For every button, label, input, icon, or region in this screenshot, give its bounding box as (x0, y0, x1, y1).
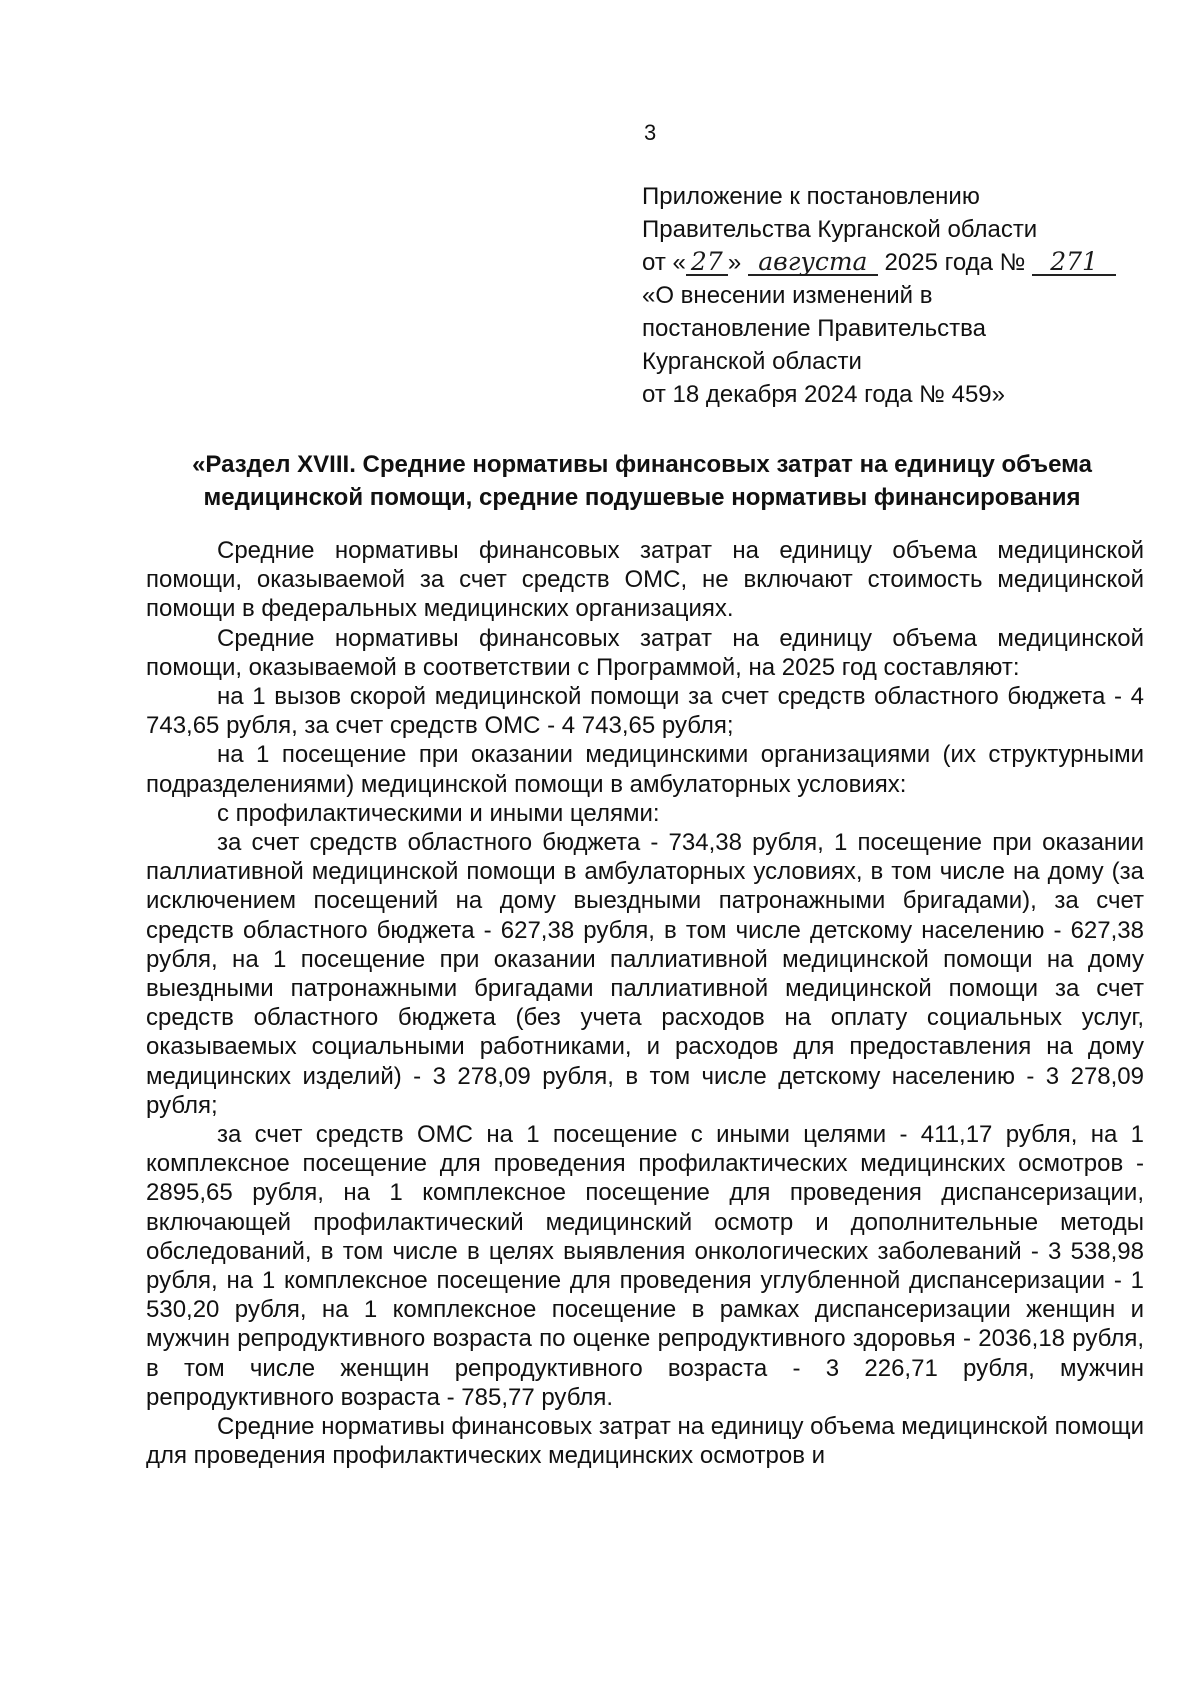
date-prefix: от « (642, 249, 686, 276)
appendix-header (642, 180, 1122, 411)
paragraph: с профилактическими и иными целями: (217, 799, 660, 827)
appendix-line-4: «О внесении изменений в (642, 282, 933, 309)
appendix-line-6: Курганской области (642, 348, 862, 375)
handwritten-day: 27 (686, 250, 728, 276)
handwritten-month: августа (748, 250, 878, 276)
paragraph: на 1 вызов скорой медицинской помощи за счет средств областного бюджета - 4 743,65 рубля, за счет средств ОМС - 4 743,65 рубля; (146, 683, 1144, 740)
paragraph: за счет средств ОМС на 1 посещение с иными целями - 411,17 рубля, на 1 комплексное посещение для проведения профилактических медицинских осмотров - 2895,65 рубля, на 1 комплексное посещение для проведения диспансеризации, включающей профилактический медицинский осмотр и дополнительные методы обследований, в том числе в целях выявления онкологических заболеваний - 3 538,98 рубля, на 1 комплексное посещение для проведения углубленной диспансеризации - 1 530,20 рубля, на 1 комплексное посещение в рамках диспансеризации женщин и мужчин репродуктивного возраста по оценке репродуктивного здоровья - 2036,18 рубля, в том числе женщин репродуктивного возраста - 3 226,71 рубля, мужчин репродуктивного возраста - 785,77 рубля. (146, 1121, 1144, 1411)
body-text (146, 536, 1144, 1471)
paragraph: на 1 посещение при оказании медицинскими организациями (их структурными подразделениями) медицинской помощи в амбулаторных условиях: (146, 741, 1144, 798)
paragraph: за счет средств областного бюджета - 734,38 рубля, 1 посещение при оказании паллиативной медицинской помощи в амбулаторных условиях, в том числе на дому (за исключением посещений на дому выездными патронажными бригадами), за счет средств областного бюджета - 627,38 рубля, в том числе детскому населению - 627,38 рубля, на 1 посещение при оказании паллиативной медицинской помощи на дому выездными патронажными бригадами паллиативной медицинской помощи за счет средств областного бюджета (без учета расходов на оплату социальных услуг, оказываемых социальными работниками, и расходов для предоставления на дому медицинских изделий) - 3 278,09 рубля, в том числе детскому населению - 3 278,09 рубля; (146, 829, 1144, 1119)
paragraph: Средние нормативы финансовых затрат на единицу объема медицинской помощи для проведения профилактических медицинских осмотров и (146, 1413, 1144, 1470)
appendix-line-5: постановление Правительства (642, 315, 986, 342)
date-mid: » (727, 249, 742, 276)
handwritten-number: 271 (1032, 250, 1116, 276)
appendix-line-7: от 18 декабря 2024 года № 459» (642, 381, 1005, 408)
section-title: «Раздел XVIII. Средние нормативы финансовых затрат на единицу объема медицинской помощи, средние подушевые нормативы финансирования (192, 451, 1092, 511)
paragraph: Средние нормативы финансовых затрат на единицу объема медицинской помощи, оказываемой в соответствии с Программой, на 2025 год составляют: (146, 624, 1144, 681)
appendix-line-2: Правительства Курганской области (642, 216, 1038, 243)
appendix-line-1: Приложение к постановлению (642, 183, 980, 210)
page-number: 3 (644, 120, 657, 145)
paragraph: Средние нормативы финансовых затрат на единицу объема медицинской помощи, оказываемой за счет средств ОМС, не включают стоимость медицинской помощи в федеральных медицинских организациях. (146, 537, 1144, 623)
date-year: 2025 года № (884, 249, 1026, 276)
appendix-date-line (642, 246, 1122, 279)
